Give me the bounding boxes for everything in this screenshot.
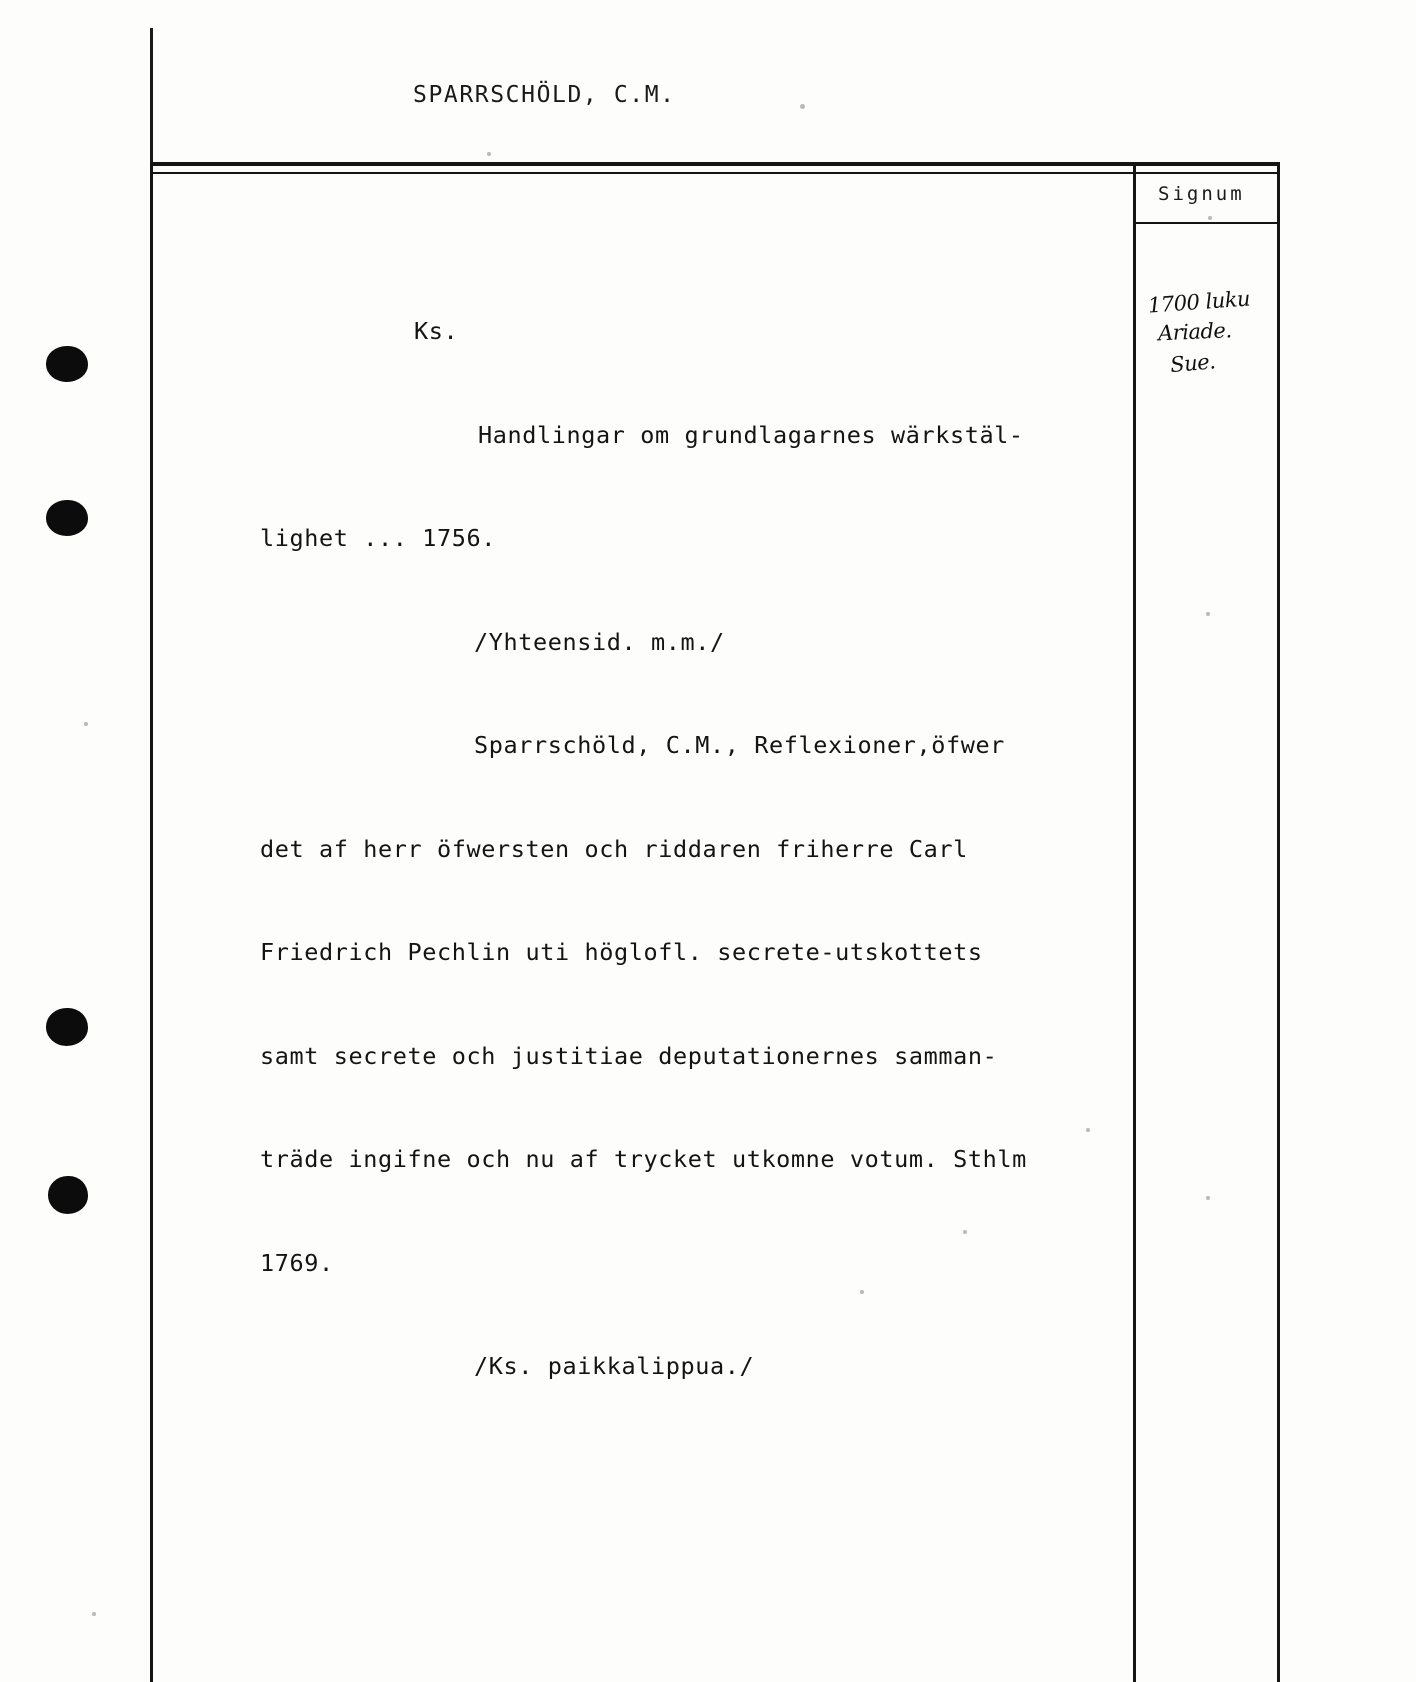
signum-header xyxy=(1136,166,1280,224)
page-title: SPARRSCHÖLD, C.M. xyxy=(413,82,676,108)
punch-hole xyxy=(48,1176,88,1214)
catalog-entry-text xyxy=(260,245,1160,1418)
punch-hole xyxy=(46,500,88,536)
signum-handwritten-note xyxy=(1147,282,1283,381)
entry-line: träde ingifne och nu af trycket utkomne votum. Sthlm xyxy=(260,1145,1027,1173)
card-top-double-rule xyxy=(153,172,1277,174)
entry-line: Sparrschöld, C.M., Reflexioner,öfwer xyxy=(474,731,1005,759)
punch-hole xyxy=(46,346,88,382)
entry-line: /Ks. paikkalippua./ xyxy=(474,1352,755,1380)
signum-handwritten-line: 1700 luku xyxy=(1147,286,1251,318)
scan-speckle xyxy=(92,1612,96,1616)
entry-line: Ks. xyxy=(414,317,459,345)
scan-speckle xyxy=(487,152,491,156)
entry-line: Handlingar om grundlagarnes wärkstäl- xyxy=(478,420,1024,449)
punch-hole xyxy=(46,1008,88,1046)
entry-line: lighet ... 1756. xyxy=(260,524,496,552)
scan-speckle xyxy=(84,722,88,726)
signum-handwritten-line: Sue. xyxy=(1169,349,1217,378)
scan-speckle xyxy=(800,104,805,109)
entry-line: 1769. xyxy=(260,1248,334,1277)
entry-line: /Yhteensid. m.m./ xyxy=(474,627,725,656)
entry-line: samt secrete och justitiae deputationernes samman- xyxy=(260,1041,998,1070)
entry-line: det af herr öfwersten och riddaren friherre Carl xyxy=(260,834,968,863)
signum-header-label: Signum xyxy=(1158,183,1245,205)
signum-handwritten-line: Ariade. xyxy=(1157,318,1233,346)
entry-line: Friedrich Pechlin uti höglofl. secrete-utskottets xyxy=(260,938,983,966)
